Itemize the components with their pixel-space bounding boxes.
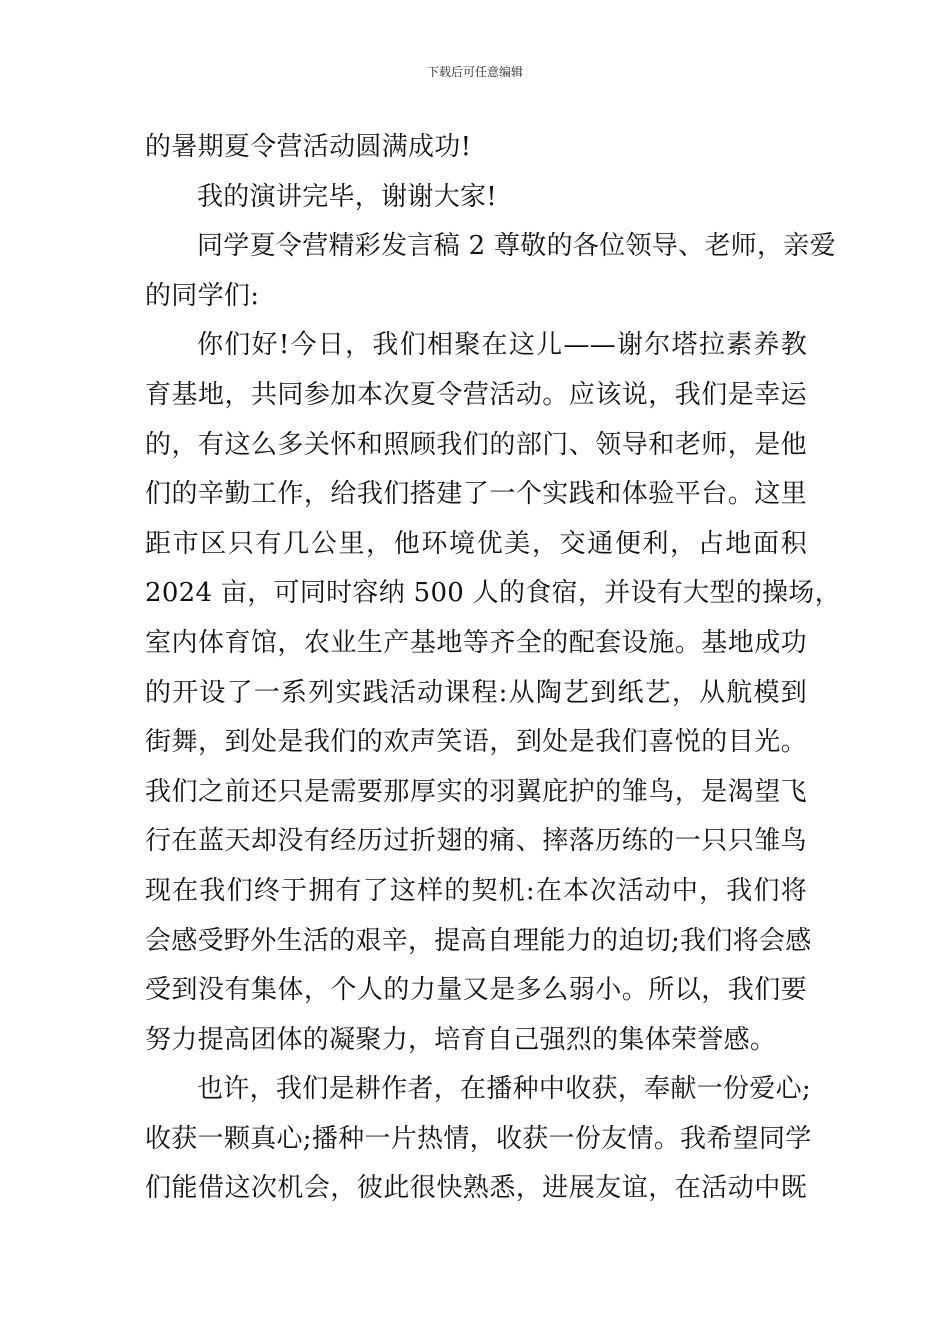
- text-line: 的开设了一系列实践活动课程:从陶艺到纸艺，从航模到: [145, 677, 807, 708]
- text-line: 受到没有集体，个人的力量又是多么弱小。所以，我们要: [145, 975, 807, 1006]
- text-line: 会感受野外生活的艰辛，提高自理能力的迫切;我们将会感: [145, 925, 812, 956]
- text-line: 你们好!今日，我们相聚在这儿——谢尔塔拉素养教: [197, 330, 807, 361]
- text-line: 们的辛勤工作，给我们搭建了一个实践和体验平台。这里: [145, 479, 807, 510]
- text-line: 的同学们:: [145, 280, 260, 311]
- text-line: 行在蓝天却没有经历过折翅的痛、摔落历练的一只只雏鸟: [145, 826, 807, 857]
- text-line: 收获一颗真心;播种一片热情，收获一份友情。我希望同学: [145, 1123, 812, 1154]
- text-line: 的，有这么多关怀和照顾我们的部门、领导和老师，是他: [145, 429, 807, 460]
- text-line: 同学夏令营精彩发言稿 2 尊敬的各位领导、老师，亲爱: [197, 231, 836, 262]
- text-line: 现在我们终于拥有了这样的契机:在本次活动中，我们将: [145, 875, 807, 906]
- text-line: 努力提高团体的凝聚力，培育自己强烈的集体荣誉感。: [145, 1024, 777, 1055]
- text-line: 我们之前还只是需要那厚实的羽翼庇护的雏鸟，是渴望飞: [145, 776, 807, 807]
- text-line: 育基地，共同参加本次夏令营活动。应该说，我们是幸运: [145, 379, 807, 410]
- text-line: 们能借这次机会，彼此很快熟悉，进展友谊，在活动中既: [145, 1173, 807, 1204]
- document-body: [145, 123, 841, 1214]
- page-header: 下载后可任意编辑: [426, 65, 523, 79]
- text-line: 的暑期夏令营活动圆满成功!: [145, 132, 472, 162]
- text-line: 也许，我们是耕作者，在播种中收获，奉献一份爱心;: [197, 1074, 811, 1105]
- text-line: 2024 亩，可同时容纳 500 人的食宿，并设有大型的操场，: [145, 578, 841, 609]
- text-line: 街舞，到处是我们的欢声笑语，到处是我们喜悦的目光。: [145, 727, 807, 758]
- text-line: 我的演讲完毕，谢谢大家!: [197, 181, 498, 212]
- text-line: 距市区只有几公里，他环境优美，交通便利，占地面积: [145, 528, 807, 559]
- text-line: 室内体育馆，农业生产基地等齐全的配套设施。基地成功: [145, 627, 807, 658]
